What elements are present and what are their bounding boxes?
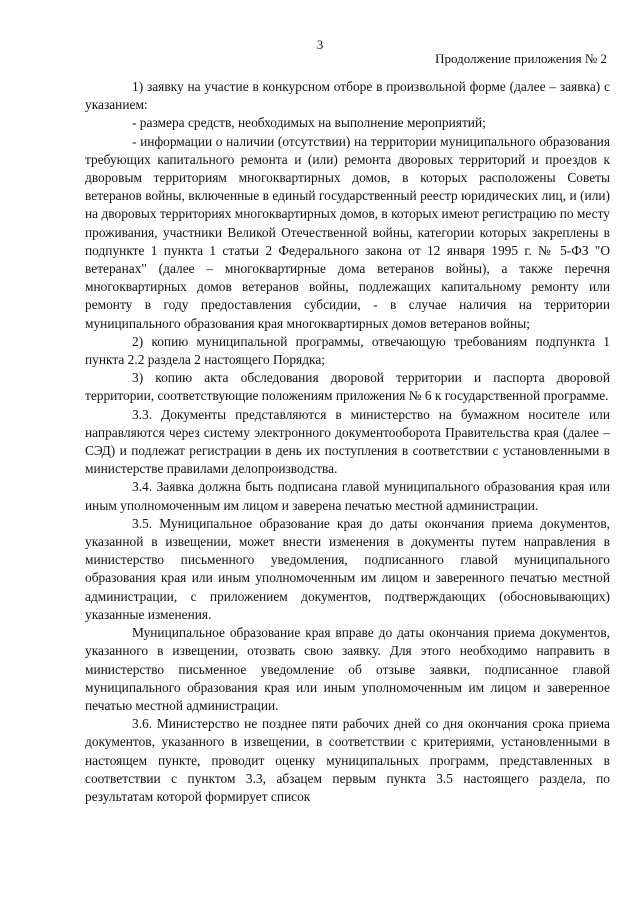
paragraph-withdrawal: Муниципальное образование края вправе до даты окончания приема документов, указанного в извещении, отозвать свою заявку. Для этого необходимо направить в министерство письменное уведомление об отзыве заявки, подписанное главой муниципального образования края или иным уполномоченным им лицом и заверенное печатью местной администрации. bbox=[85, 625, 610, 713]
paragraph-3-3: 3.3. Документы представляются в министерство на бумажном носителе или направляются через систему электронного документооборота Правительства края (далее – СЭД) и подлежат регистрации в день их поступления в соответствии с установленными в министерстве правилами делопроизводства. bbox=[85, 406, 610, 477]
paragraph-3-5: 3.5. Муниципальное образование края до даты окончания приема документов, указанной в извещении, может внести изменения в документы путем направления в министерство письменного уведомления, подписанного главой муниципального образования края или иным уполномоченным им лицом и заверенного печатью местной администрации, с приложением документов, подтверждающих (обосновывающих) указанные изменения. bbox=[85, 515, 610, 622]
paragraph-inspection-act: 3) копию акта обследования дворовой территории и паспорта дворовой территории, соответствующие положениям приложения № 6 к государственной программе. bbox=[85, 370, 610, 404]
paragraph-3-6: 3.6. Министерство не позднее пяти рабочих дней со дня окончания срока приема документов, указанного в извещении, в соответствии с критериями, установленными в настоящем пункте, проводит оценку муниципальных программ, представленных в соответствии с пунктом 3.3, абзацем первым пункта 3.5 настоящего раздела, по результатам которой формирует список bbox=[85, 716, 610, 804]
document-body bbox=[85, 78, 610, 806]
paragraph-funds-amount: - размера средств, необходимых на выполнение мероприятий; bbox=[132, 115, 486, 131]
page-number: 3 bbox=[316, 37, 324, 52]
paragraph-veterans-info: - информации о наличии (отсутствии) на территории муниципального образования требующих капитального ремонта и (или) ремонта дворовых территорий и проездов к дворовым территориям многоквартирных домов, в которых расположены Советы ветеранов войны, включенные в единый государственный реестр юридических лиц, и (или) на дворовых территориях многоквартирных домов, в которых имеют регистрацию по месту проживания, участники Великой Отечественной войны, категории которых закреплены в подпункте 1 пункта 1 статьи 2 Федерального закона от 12 января 1995 г. № 5-ФЗ "О ветеранах" (далее – многоквартирные дома ветеранов войны), а также перечня многоквартирных домов ветеранов войны, подлежащих капитальному ремонту или ремонту в году предоставления субсидии, - в случае наличия на территории муниципального образования края многоквартирных домов ветеранов войны; bbox=[85, 133, 610, 331]
paragraph-3-4: 3.4. Заявка должна быть подписана главой муниципального образования края или иным уполномоченным им лицом и заверена печатью местной администрации. bbox=[85, 479, 610, 513]
paragraph-program-copy: 2) копию муниципальной программы, отвечающую требованиям подпункта 1 пункта 2.2 раздела 2 настоящего Порядка; bbox=[85, 333, 610, 368]
paragraph-application-request: 1) заявку на участие в конкурсном отборе в произвольной форме (далее – заявка) с указанием: bbox=[85, 79, 610, 113]
appendix-continuation-label: Продолжение приложения № 2 bbox=[435, 51, 607, 66]
